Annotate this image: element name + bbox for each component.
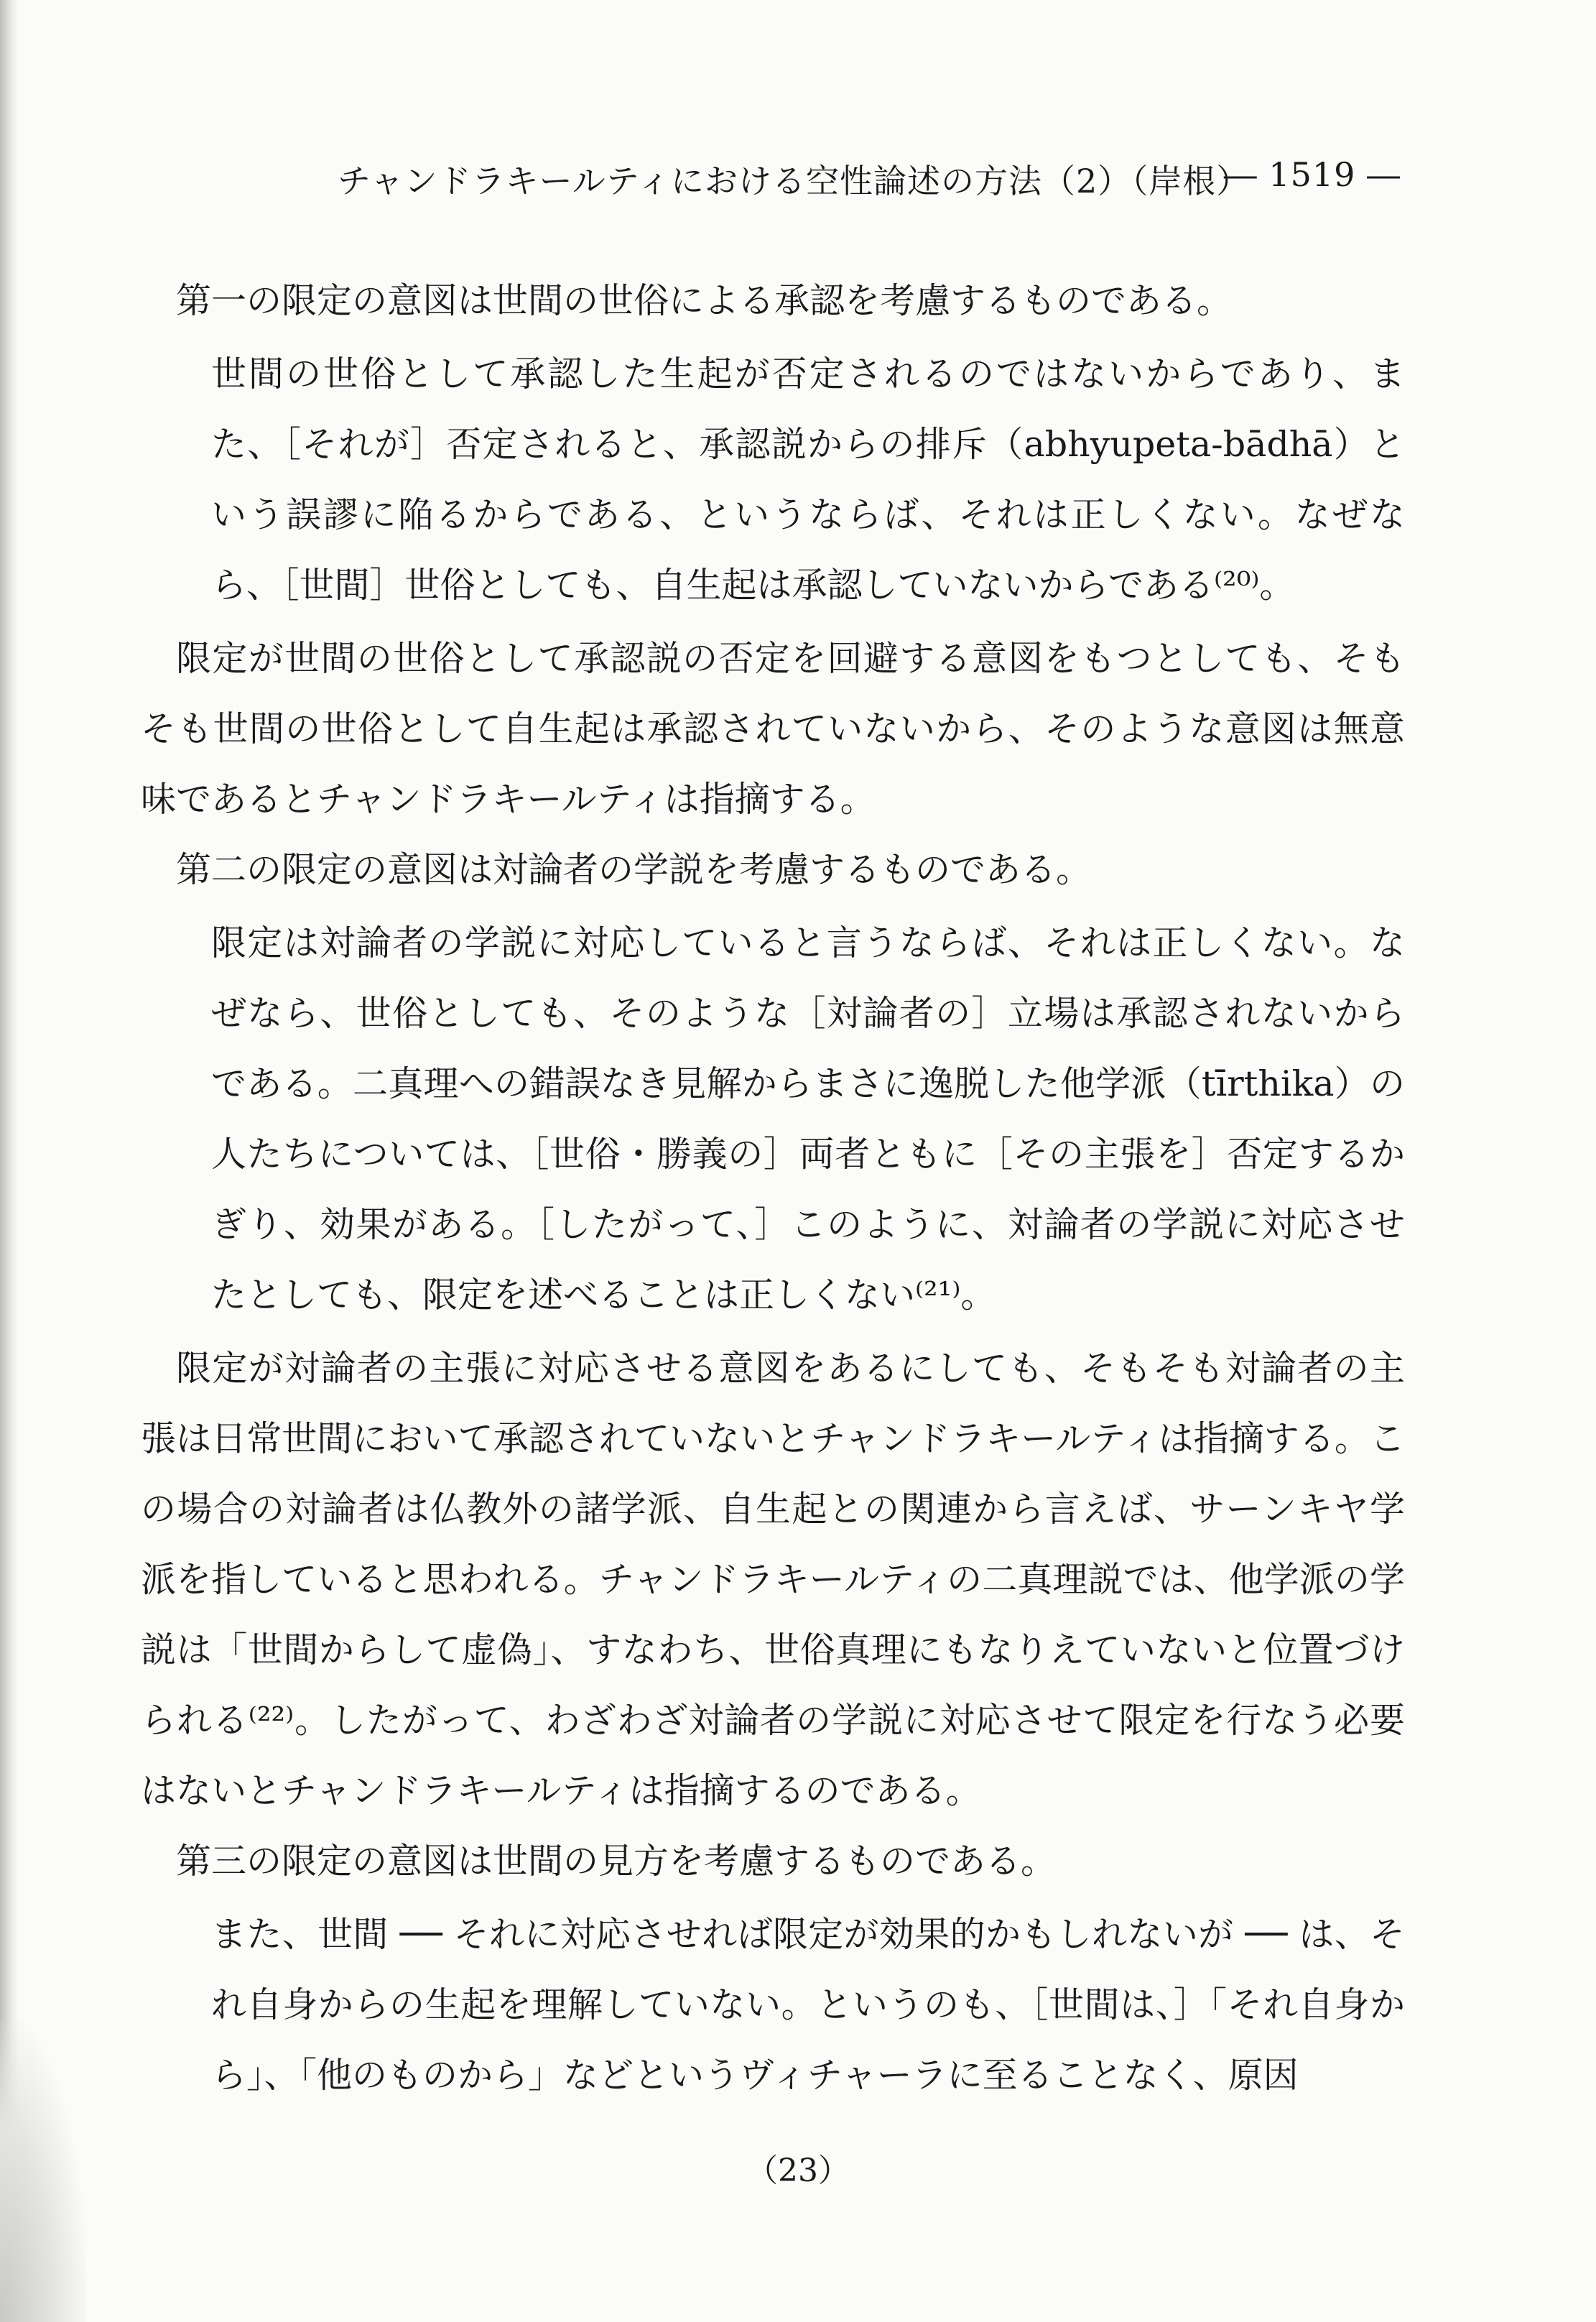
quotation-2: 限定は対論者の学説に対応していると言うならば、それは正しくない。なぜなら、世俗としても、そのような［対論者の］立場は承認されないからである。二真理への錯誤なき見解からまさに逸脱した他学派（tīrthika）の人たちについては、［世俗・勝義の］両者ともに［その主張を］否定するかぎり、効果がある。［したがって、］このように、対論者の学説に対応させたとしても、限定を述べることは正しくない⁽²¹⁾。 [211,922,1405,1315]
paragraph-2: 限定が世間の世俗として承認説の否定を回避する意図をもつとしても、そもそも世間の世俗として自生起は承認されていないから、そのような意図は無意味であるとチャンドラキールティは指摘する。 [141,638,1405,820]
quotation-1: 世間の世俗として承認した生起が否定されるのではないからであり、また、［それが］否定されると、承認説からの排斥（abhyupeta-bādhā）という誤謬に陥るからである、というならば、それは正しくない。なぜなら、［世間］世俗としても、自生起は承認していないからである⁽²⁰⁾。 [211,353,1405,606]
page-number: ― 1519 ― [1223,155,1401,194]
paragraph-1: 第一の限定の意図は世間の世俗による承認を考慮するものである。 [176,280,1233,321]
paragraph-4: 限定が対論者の主張に対応させる意図をあるにしても、そもそも対論者の主張は日常世間において承認されていないとチャンドラキールティは指摘する。この場合の対論者は仏教外の諸学派、自生起との関連から言えば、サーンキヤ学派を指していると思われる。チャンドラキールティの二真理説では、他学派の学説は「世間からして虚偽」、すなわち、世俗真理にもなりえていないと位置づけられる⁽²²⁾。したがって、わざわざ対論者の学説に対応させて限定を行なう必要はないとチャンドラキールティは指摘するのである。 [141,1348,1405,1811]
quotation-3: また、世間 ── それに対応させれば限定が効果的かもしれないが ── は、それ自身からの生起を理解していない。というのも、［世間は、］「それ自身から」、「他のものから」などというヴィチャーラに至ることなく、原因 [211,1914,1405,2096]
running-title: チャンドラキールティにおける空性論述の方法（2）（岸根） [338,162,1251,200]
paragraph-5: 第三の限定の意図は世間の見方を考慮するものである。 [176,1841,1057,1882]
scan-edge-shadow [0,0,19,2322]
paragraph-3: 第二の限定の意図は対論者の学説を考慮するものである。 [176,849,1092,890]
folio-number: （23） [746,2152,850,2189]
body-text [141,266,1405,2114]
